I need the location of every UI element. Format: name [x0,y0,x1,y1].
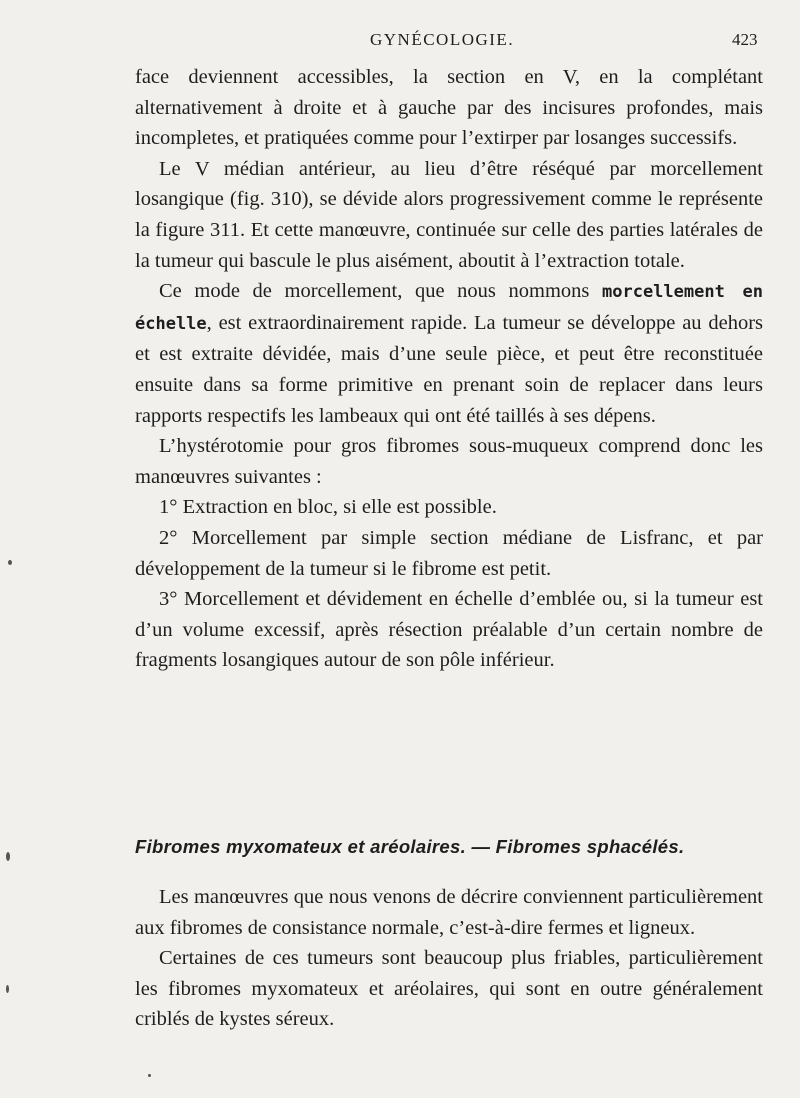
section-paragraph-1: Les manœuvres que nous venons de décrire conviennent particulièrement aux fibromes de consistance normale, c’est-à-dire fermes et ligneux. [135,886,763,939]
paragraph-3 [135,276,763,431]
page-header [0,30,800,54]
margin-speck [6,852,10,861]
list-item-1: 1° Extraction en bloc, si elle est possible. [159,496,497,519]
section-heading: Fibromes myxomateux et aréolaires. — Fibromes sphacélés. [135,836,685,857]
margin-speck [6,985,9,993]
paragraph-2: Le V médian antérieur, au lieu d’être réséqué par morcellement losangique (fig. 310), se dévide alors progressivement comme le représente la figure 311. Et cette manœuvre, continuée sur celle des parties latérales de la tumeur qui bascule le plus aisément, aboutit à l’extraction totale. [135,157,763,272]
bold-term: morcellement en échelle [135,282,764,334]
page-number: 423 [732,30,758,49]
main-text [135,62,763,676]
list-item-3: 3° Morcellement et dévidement en échelle d’emblée ou, si la tumeur est d’un volume excessif, après résection préalable d’un certain nombre de fragments losangiques autour de son pôle inférieur. [135,588,763,672]
paragraph-1: face deviennent accessibles, la section en V, en la complétant alternativement à droite et à gauche par des incisures profondes, mais incompletes, et pratiquées comme pour l’extirper par losanges successifs. [135,66,763,150]
paragraph-4: L’hystérotomie pour gros fibromes sous-muqueux comprend donc les manœuvres suivantes : [135,435,763,488]
paragraph-3-end: , est extraordinairement rapide. La tumeur se développe au dehors et est extraite dévidée, mais d’une seule pièce, et peut être reconstituée ensuite dans sa forme primitive en prenant soin de replacer dans leurs rapports respectifs les lambeaux qui ont été taillés à ses dépens. [135,311,763,427]
section-text [135,882,763,1035]
margin-speck [148,1074,151,1077]
running-title: GYNÉCOLOGIE. [370,30,515,49]
margin-speck [8,560,12,565]
section-paragraph-2: Certaines de ces tumeurs sont beaucoup plus friables, particulièrement les fibromes myxomateux et aréolaires, qui sont en outre généralement criblés de kystes séreux. [135,947,763,1031]
paragraph-3-start: Ce mode de morcellement, que nous nommons [159,280,590,303]
list-item-2: 2° Morcellement par simple section médiane de Lisfranc, et par développement de la tumeur si le fibrome est petit. [135,526,763,580]
